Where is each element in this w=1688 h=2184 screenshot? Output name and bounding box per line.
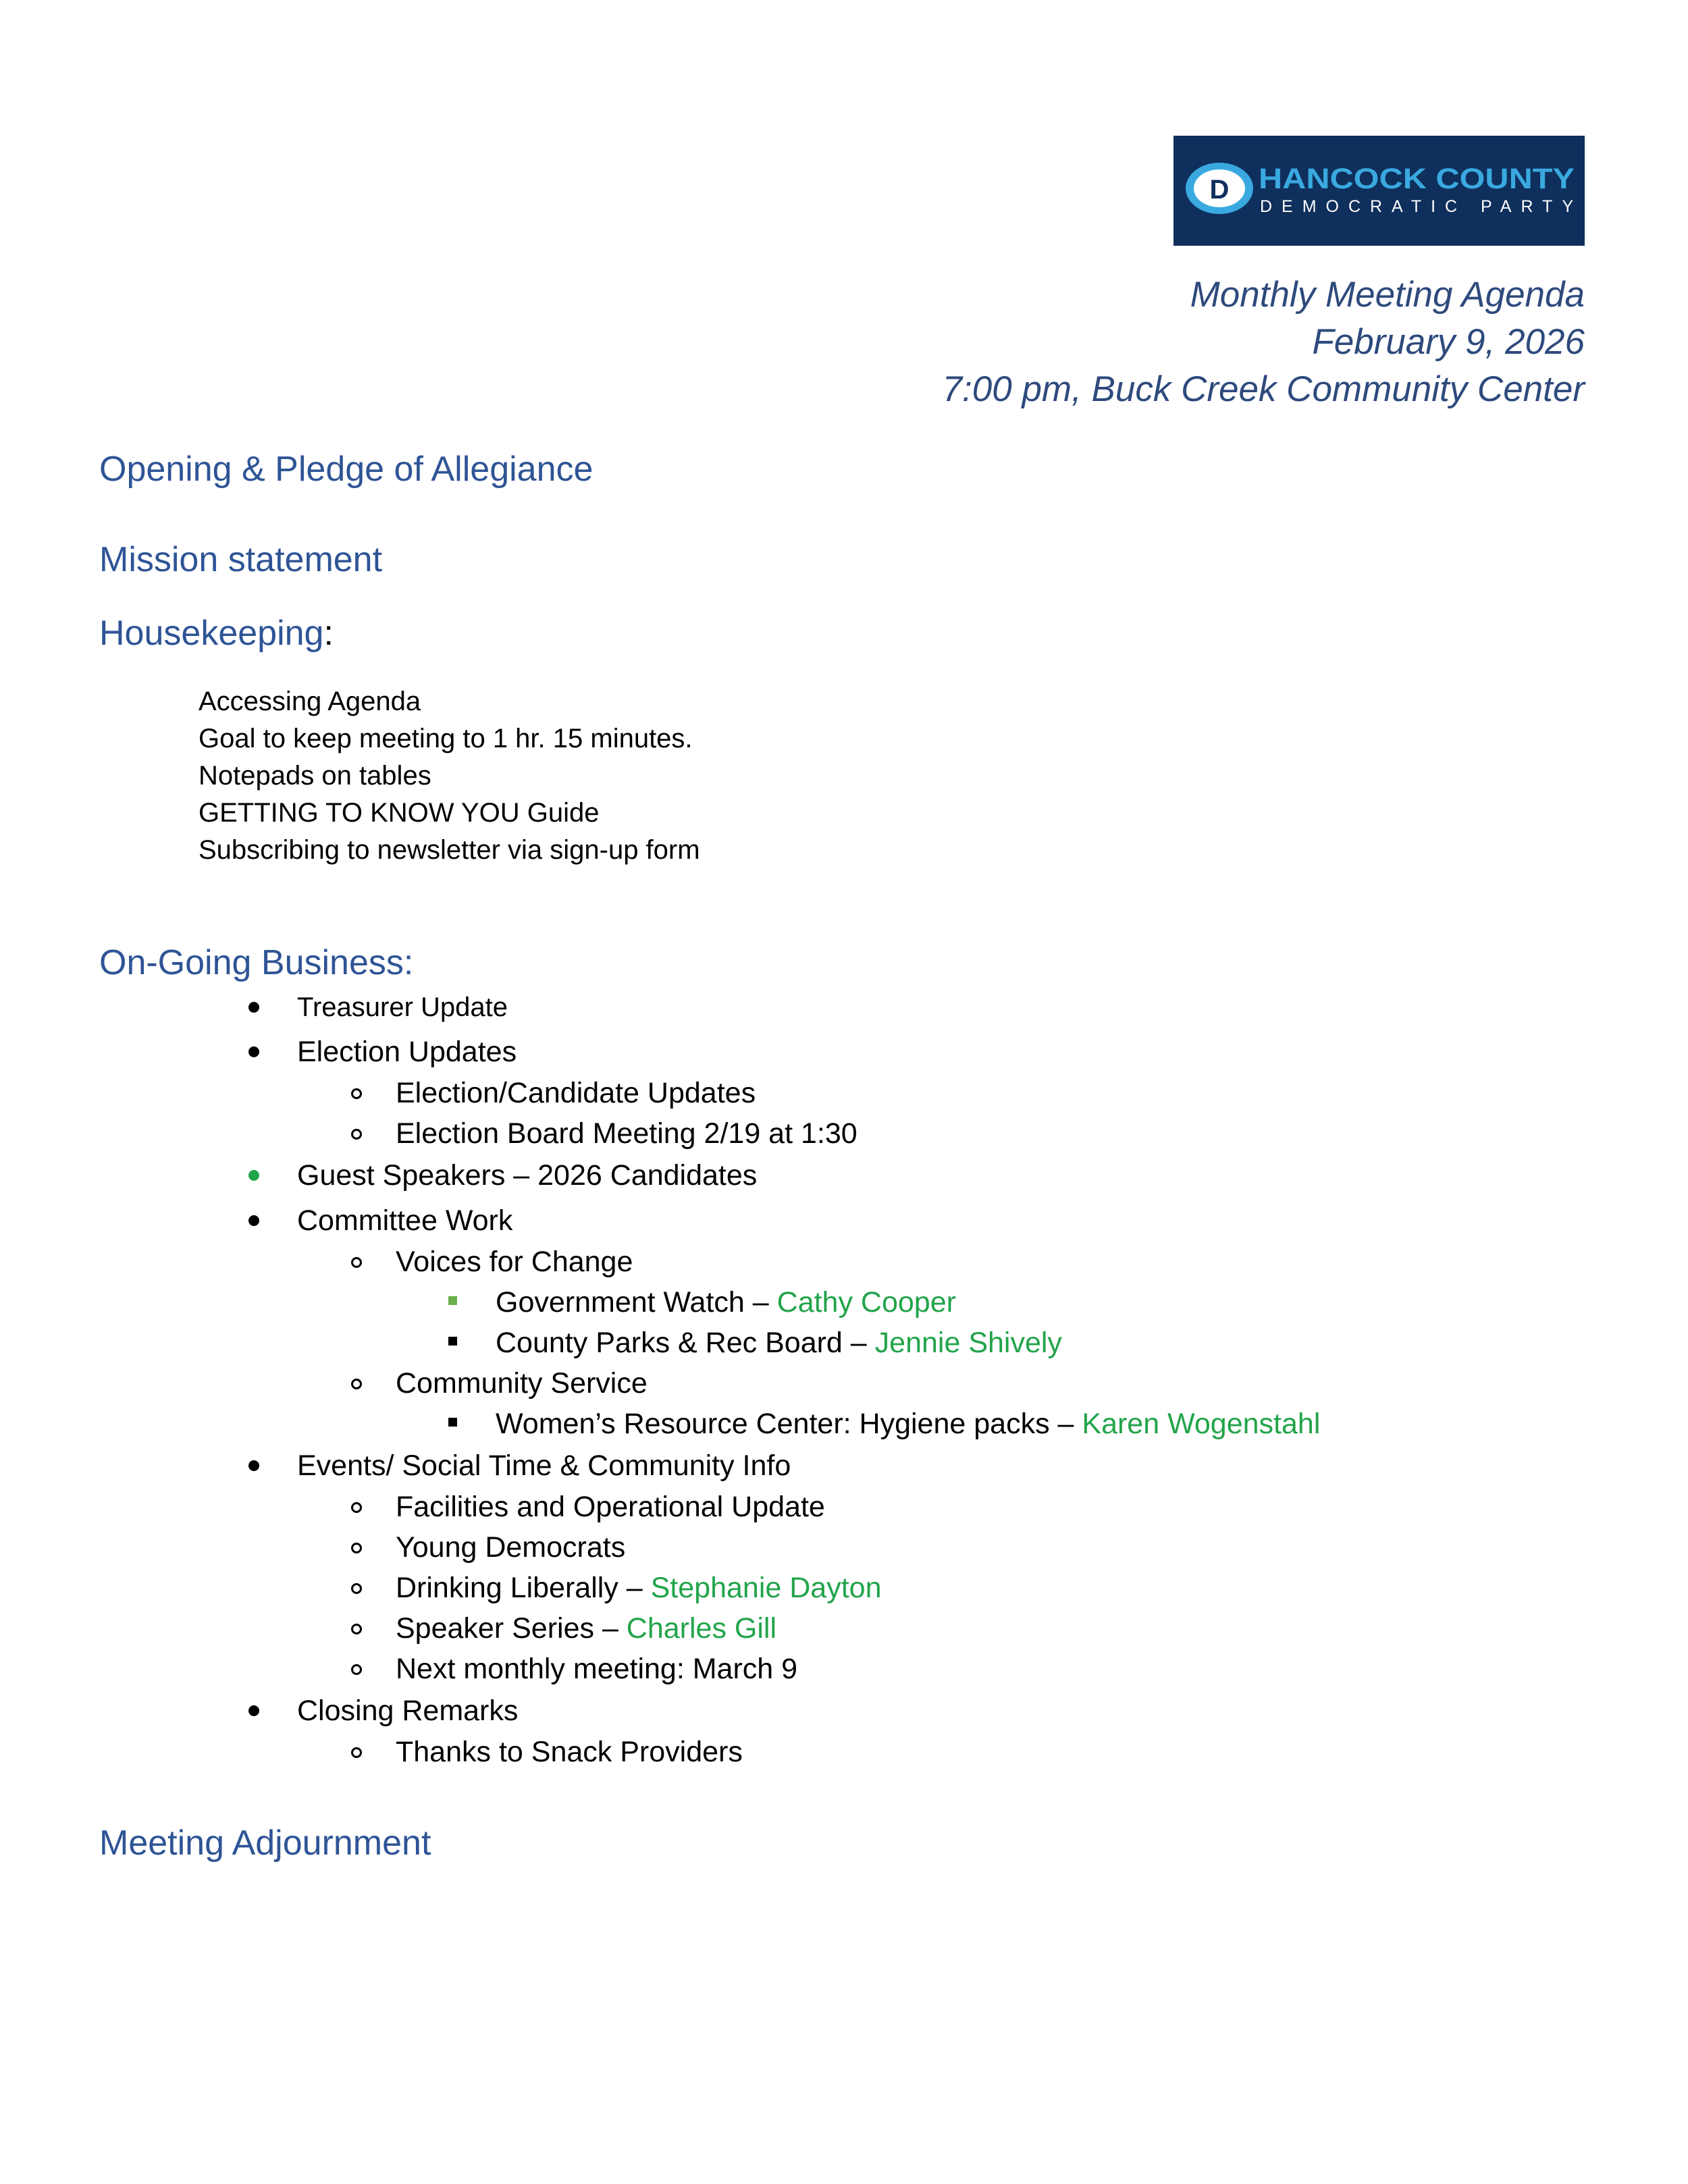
bullet-square-icon xyxy=(448,1337,457,1346)
housekeeping-item: Accessing Agenda xyxy=(199,687,421,716)
list-item-gov-watch xyxy=(496,1283,956,1321)
parks-label: County Parks & Rec Board – xyxy=(496,1327,875,1359)
heading-opening: Opening & Pledge of Allegiance xyxy=(99,450,594,489)
bullet-dot-icon xyxy=(248,1215,259,1226)
bullet-circle-icon xyxy=(351,1257,362,1268)
list-item-thanks: Thanks to Snack Providers xyxy=(396,1736,743,1768)
list-item-election: Election Updates xyxy=(297,1036,517,1068)
logo-mark: D xyxy=(1209,175,1230,205)
list-item-parks xyxy=(496,1324,1062,1362)
list-item-womens xyxy=(496,1405,1320,1443)
heading-housekeeping xyxy=(99,613,334,654)
meeting-title: Monthly Meeting Agenda xyxy=(1190,275,1585,315)
bullet-square-icon xyxy=(448,1418,457,1427)
list-item-election-candidate: Election/Candidate Updates xyxy=(396,1077,756,1109)
list-item-guest-speakers: Guest Speakers – 2026 Candidates xyxy=(297,1159,758,1192)
list-item-facilities: Facilities and Operational Update xyxy=(396,1491,825,1523)
list-item-events: Events/ Social Time & Community Info xyxy=(297,1449,791,1482)
list-item-election-board: Election Board Meeting 2/19 at 1:30 xyxy=(396,1117,858,1150)
housekeeping-item: Goal to keep meeting to 1 hr. 15 minutes. xyxy=(199,724,693,753)
bullet-dot-icon xyxy=(248,1460,259,1471)
bullet-circle-icon xyxy=(351,1502,362,1513)
bullet-dot-icon xyxy=(248,1705,259,1716)
list-item-community: Community Service xyxy=(396,1367,648,1400)
bullet-circle-icon xyxy=(351,1747,362,1758)
heading-housekeeping-colon: : xyxy=(323,614,334,653)
bullet-dot-green-icon xyxy=(248,1170,259,1181)
bullet-circle-icon xyxy=(351,1624,362,1634)
bullet-square-green-icon xyxy=(448,1296,457,1305)
womens-label: Women’s Resource Center: Hygiene packs – xyxy=(496,1408,1082,1440)
bullet-dot-icon xyxy=(248,1002,259,1013)
gov-watch-name: Cathy Cooper xyxy=(776,1286,956,1319)
list-item-voices: Voices for Change xyxy=(396,1246,633,1278)
bullet-circle-icon xyxy=(351,1129,362,1140)
list-item-committee: Committee Work xyxy=(297,1204,513,1237)
logo-line2: DEMOCRATIC PARTY xyxy=(1260,197,1573,216)
bullet-circle-icon xyxy=(351,1543,362,1553)
bullet-circle-icon xyxy=(351,1088,362,1099)
heading-adjournment: Meeting Adjournment xyxy=(99,1823,431,1863)
meeting-date: February 9, 2026 xyxy=(1312,322,1585,362)
parks-name: Jennie Shively xyxy=(874,1327,1062,1359)
list-item-treasurer: Treasurer Update xyxy=(297,992,508,1022)
drinking-label: Drinking Liberally – xyxy=(396,1572,651,1604)
heading-housekeeping-label: Housekeeping xyxy=(99,614,324,653)
logo-line1: HANCOCK COUNTY xyxy=(1259,163,1575,195)
gov-watch-label: Government Watch – xyxy=(496,1286,777,1319)
womens-name: Karen Wogenstahl xyxy=(1082,1408,1321,1440)
bullet-circle-icon xyxy=(351,1379,362,1389)
heading-ongoing-business: On-Going Business: xyxy=(99,943,414,982)
housekeeping-item: Notepads on tables xyxy=(199,761,431,791)
speaker-name: Charles Gill xyxy=(626,1612,777,1645)
list-item-next-meeting: Next monthly meeting: March 9 xyxy=(396,1653,798,1685)
housekeeping-item: Subscribing to newsletter via sign-up form xyxy=(199,835,700,865)
bullet-circle-icon xyxy=(351,1664,362,1675)
bullet-circle-icon xyxy=(351,1583,362,1594)
heading-mission: Mission statement xyxy=(99,540,383,579)
list-item-young-democrats: Young Democrats xyxy=(396,1531,626,1564)
housekeeping-item: GETTING TO KNOW YOU Guide xyxy=(199,798,600,828)
speaker-label: Speaker Series – xyxy=(396,1612,627,1645)
drinking-name: Stephanie Dayton xyxy=(650,1572,882,1604)
list-item-closing: Closing Remarks xyxy=(297,1695,519,1727)
meeting-time-location: 7:00 pm, Buck Creek Community Center xyxy=(942,369,1585,409)
bullet-dot-icon xyxy=(248,1046,259,1057)
list-item-speaker-series xyxy=(396,1609,776,1647)
list-item-drinking xyxy=(396,1569,881,1607)
party-logo xyxy=(1173,136,1585,246)
